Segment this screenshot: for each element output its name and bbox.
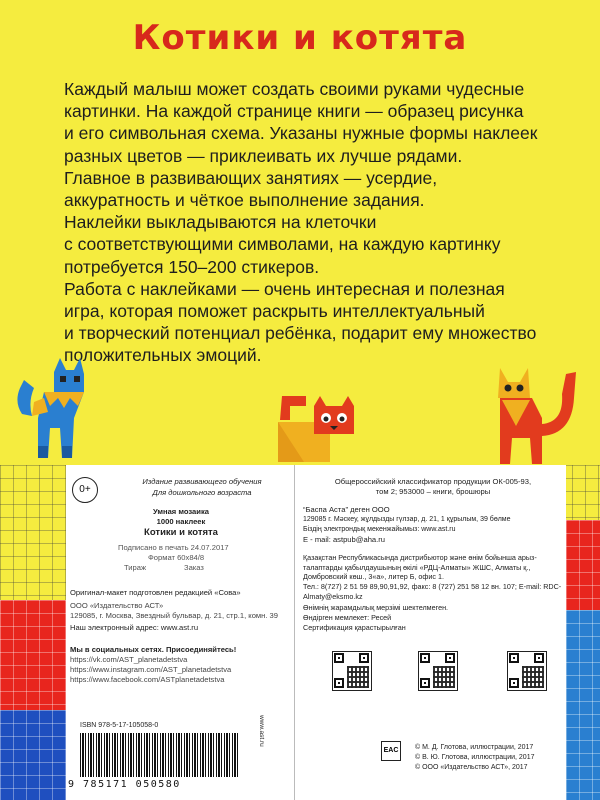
blue-block bbox=[0, 710, 66, 800]
imprint-left-column bbox=[66, 465, 295, 800]
blue-cat-illustration bbox=[14, 358, 90, 468]
red-cat-illustration bbox=[486, 364, 586, 468]
barcode bbox=[80, 733, 240, 777]
copyright-line: © М. Д. Глотова, иллюстрации, 2017 bbox=[415, 744, 534, 751]
book-title-heading: Котики и котята bbox=[132, 18, 468, 58]
social-link-facebook[interactable]: https://www.facebook.com/ASTplanetadetstva bbox=[70, 675, 225, 684]
edition-type: Издание развивающего обучения bbox=[142, 477, 262, 486]
intro-line: Главное в развивающих занятиях — усердие, bbox=[64, 167, 438, 188]
series-subtitle: 1000 наклеек bbox=[156, 517, 206, 526]
imprint-right-column bbox=[295, 465, 566, 800]
intro-line: Наклейки выкладываются на клеточки bbox=[64, 212, 377, 233]
intro-line: и творческий потенциал ребёнка, подарит ему множество bbox=[64, 323, 537, 344]
copyright-line: © В. Ю. Глотова, иллюстрации, 2017 bbox=[415, 754, 535, 761]
intro-line: игра, которая поможет раскрыть интеллектуальный bbox=[64, 301, 485, 322]
social-link-vk[interactable]: https://vk.com/AST_planetadetstva bbox=[70, 655, 188, 664]
kz-certification: Сертификация қарастырылған bbox=[303, 623, 406, 632]
audience: Для дошкольного возраста bbox=[152, 488, 252, 497]
kz-address: 129085 г. Мәскеу, жұлдызды гүлзар, д. 21, 1 құрылым, 39 бөлме bbox=[303, 516, 511, 523]
intro-line: аккуратность и чёткое выполнение задания. bbox=[64, 190, 425, 211]
prepared-by: Оригинал-макет подготовлен редакцией «Сова» bbox=[70, 588, 241, 597]
print-format: Формат 60х84/8 bbox=[148, 553, 205, 562]
publisher-name: ООО «Издательство АСТ» bbox=[70, 601, 164, 610]
kz-shelf-life: Өнімнің жарамдылық мерзімі шектелмеген. bbox=[303, 603, 449, 612]
orange-cat-illustration bbox=[268, 392, 360, 464]
qr-code-vk bbox=[332, 651, 372, 691]
kz-phone: Тел.: 8(727) 2 51 59 89,90,91,92, факс: 8 (727) 251 58 12 вн. 107; E-mail: RDC-Almaty@eksmo.kz bbox=[303, 582, 562, 601]
site-vertical: www.ast.ru bbox=[258, 715, 265, 747]
publisher-address: 129085, г. Москва, Звездный бульвар, д. 21, стр.1, комн. 39 bbox=[70, 611, 278, 620]
kz-country: Өндірген мемлекет: Ресей bbox=[303, 613, 392, 622]
eac-mark: EAC bbox=[381, 741, 401, 761]
qr-code-instagram bbox=[418, 651, 458, 691]
intro-line: Работа с наклейками — очень интересная и полезная bbox=[64, 278, 505, 299]
imprint-box bbox=[66, 465, 566, 800]
intro-line: и его символьная схема. Указаны нужные формы наклеек bbox=[64, 123, 538, 144]
intro-line: положительных эмоций. bbox=[64, 345, 262, 366]
intro-line: с соответствующими символами, на каждую картинку bbox=[64, 234, 501, 255]
kz-distributor: Қазақстан Республикасында дистрибьютор және өнім бойынша арыз-талаптарды қабылдаушының өкілі «РДЦ-Алматы» ЖШС, Алматы қ., Домбровский көш., 3«а», литер Б, офис 1. bbox=[303, 553, 537, 582]
isbn: ISBN 978-5-17-105058-0 bbox=[80, 722, 159, 729]
intro-line: Каждый малыш может создать своими руками чудесные bbox=[64, 79, 525, 99]
intro-line: картинки. На каждой странице книги — образец рисунка bbox=[64, 101, 524, 122]
red-block-right bbox=[566, 520, 600, 610]
blue-block-right bbox=[566, 610, 600, 800]
classifier: Общероссийский классификатор продукции ОК-005-93, bbox=[334, 477, 532, 486]
barcode-number: 9 785171 050580 bbox=[68, 779, 181, 790]
intro-line: потребуется 150–200 стикеров. bbox=[64, 256, 320, 277]
series-name: Умная мозаика bbox=[153, 507, 209, 516]
copyright-line: © ООО «Издательство АСТ», 2017 bbox=[415, 764, 528, 771]
publisher-site: Наш электронный адрес: www.ast.ru bbox=[70, 623, 199, 632]
order: Заказ bbox=[184, 563, 204, 572]
red-block bbox=[0, 600, 66, 710]
signed-date: Подписано в печать 24.07.2017 bbox=[118, 543, 229, 552]
intro-text bbox=[64, 78, 554, 367]
classifier-volume: том 2; 953000 – книги, брошюры bbox=[375, 487, 491, 496]
intro-line: разных цветов — приклеивать их лучше рядами. bbox=[64, 145, 463, 166]
age-rating-badge: 0+ bbox=[72, 477, 98, 503]
qr-code-facebook bbox=[507, 651, 547, 691]
kz-site: Біздің электрондық мекенжайымыз: www.ast.ru bbox=[303, 526, 456, 533]
imprint-book-title: Котики и котята bbox=[144, 527, 218, 538]
social-heading: Мы в социальных сетях. Присоединяйтесь! bbox=[70, 645, 237, 654]
print-run: Тираж bbox=[124, 563, 147, 572]
kz-email: E - mail: astpub@aha.ru bbox=[303, 535, 385, 544]
social-link-instagram[interactable]: https://www.instagram.com/AST_planetadetstva bbox=[70, 665, 232, 674]
kz-publisher: “Баспа Аста” деген ООО bbox=[303, 505, 390, 514]
